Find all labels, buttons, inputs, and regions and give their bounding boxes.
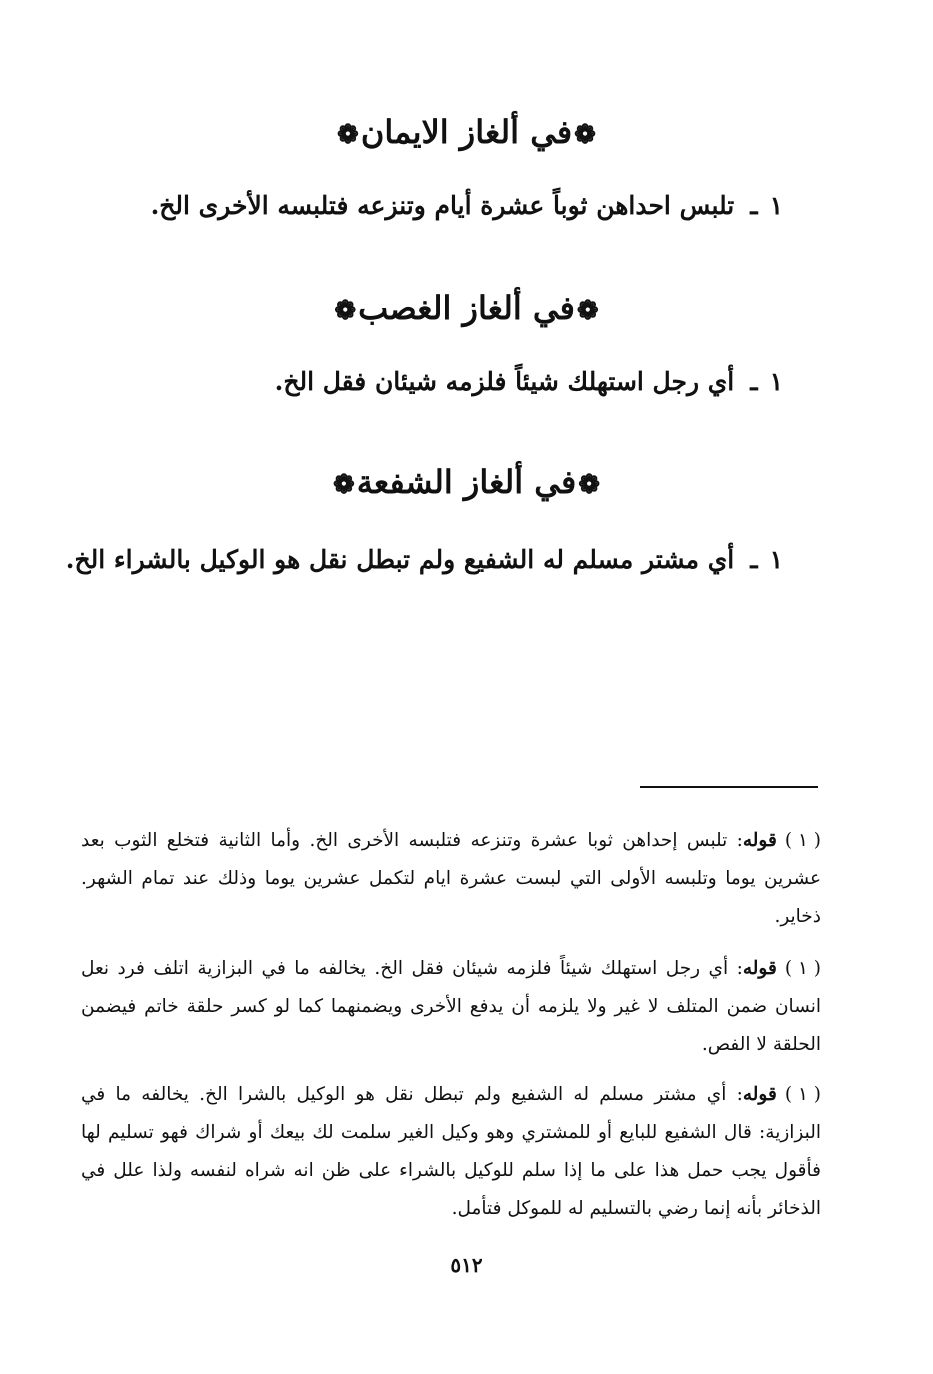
item-dash: ـ (750, 367, 758, 396)
footnote-number: ( ١ ) (784, 1084, 821, 1105)
footnote-text: : تلبس إحداهن ثوبا عشرة وتنزعه فتلبسه الأخرى الخ. وأما الثانية فتخلع الثوب بعد عشرين يوما وتلبسه الأولى التي لبست عشرة ايام لتكمل عشرين يوما وذلك عند تمام الشهر. ذخاير. (81, 830, 821, 927)
section-item-iman (151, 188, 783, 224)
item-number: ١ (769, 191, 783, 220)
section-heading-text: في ألغاز الشفعة (356, 463, 577, 501)
footnote-keyword: قوله (742, 830, 777, 851)
ornament-left-icon: ❁ (334, 295, 357, 326)
item-number: ١ (769, 367, 783, 396)
section-heading-text: في ألغاز الايمان (360, 113, 573, 151)
footnote-separator (640, 786, 818, 788)
ornament-left-icon: ❁ (337, 119, 359, 150)
footnote-3 (81, 1076, 821, 1228)
item-dash: ـ (750, 545, 758, 574)
section-heading-text: في ألغاز الغصب (358, 289, 575, 327)
section-heading-shufa (0, 462, 933, 505)
footnote-text: : أي رجل استهلك شيئاً فلزمه شيئان فقل الخ. يخالفه ما في البزازية اتلف فرد نعل انسان ضمن المتلف لا غير ولا يلزمه أن يدفع الأخرى ويضمنهما كما لو كسر حلقة خاتم فيضمن الحلقة لا الفص. (81, 958, 821, 1055)
ornament-left-icon: ❁ (332, 469, 355, 500)
section-heading-ghasb (0, 288, 933, 331)
ornament-right-icon: ❁ (578, 469, 601, 500)
footnote-number: ( ١ ) (784, 830, 821, 851)
footnote-keyword: قوله (742, 958, 777, 979)
item-text: تلبس احداهن ثوباً عشرة أيام وتنزعه فتلبسه الأخرى الخ. (150, 191, 735, 220)
footnote-2 (81, 950, 821, 1064)
section-item-ghasb (275, 364, 783, 400)
ornament-right-icon: ❁ (574, 119, 596, 150)
footnote-number: ( ١ ) (784, 958, 821, 979)
footnote-text: : أي مشتر مسلم له الشفيع ولم تبطل نقل هو الوكيل بالشرا الخ. يخالفه ما في البزازية: قال الشفيع للبايع أو للمشتري وهو وكيل الغير سلمت لك بيعك أو شراك فهو تسليم لها فأقول يجب حمل هذا على ما إذا سلم للوكيل بالشراء على ظن انه شراه لنفسه ولذا علل في الذخائر بأنه إنما رضي بالتسليم له للموكل فتأمل. (81, 1084, 821, 1219)
section-item-shufa (66, 542, 783, 578)
item-dash: ـ (750, 191, 758, 220)
section-heading-iman (0, 112, 933, 155)
item-text: أي رجل استهلك شيئاً فلزمه شيئان فقل الخ. (274, 367, 735, 396)
footnote-keyword: قوله (742, 1084, 777, 1105)
footnote-1 (81, 822, 821, 936)
item-text: أي مشتر مسلم له الشفيع ولم تبطل نقل هو الوكيل بالشراء الخ. (65, 545, 735, 574)
page-number: ٥١٢ (450, 1253, 483, 1277)
item-number: ١ (769, 545, 783, 574)
ornament-right-icon: ❁ (576, 295, 599, 326)
